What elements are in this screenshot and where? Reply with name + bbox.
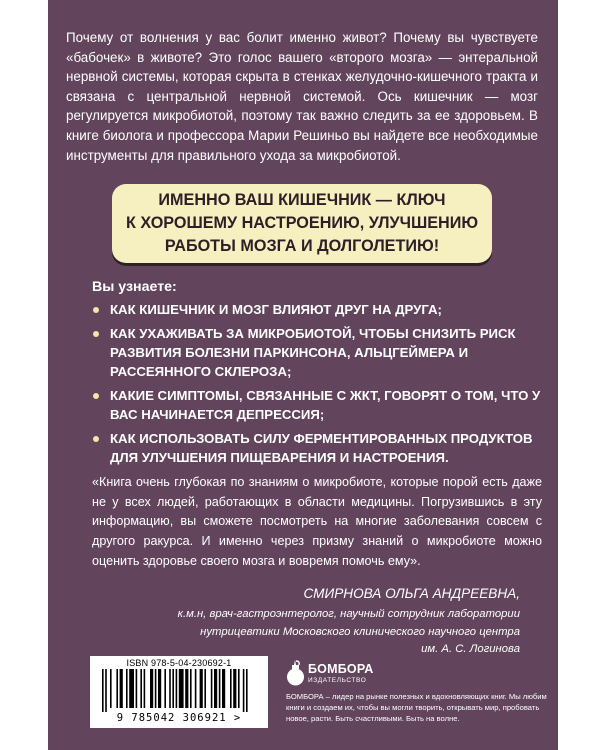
reviewer-title-line-1: к.м.н, врач-гастроэнтеролог, научный сотрудник лаборатории <box>177 608 520 620</box>
reviewer-name: СМИРНОВА ОЛЬГА АНДРЕЕВНА, <box>303 586 520 601</box>
learn-item-text: КАК УХАЖИВАТЬ ЗА МИКРОБИОТОЙ, ЧТОБЫ СНИЗИТЬ РИСК РАЗВИТИЯ БОЛЕЗНИ ПАРКИНСОНА, АЛЬЦГЕЙМЕРА И РАССЕЯННОГО СКЛЕРОЗА; <box>110 326 516 379</box>
learn-section <box>92 277 542 472</box>
book-back-cover <box>48 0 558 750</box>
bomb-icon <box>286 660 306 688</box>
publisher-logo <box>286 658 374 690</box>
isbn-number: ISBN 978-5-04-230692-1 <box>126 658 232 668</box>
review-quote: «Книга очень глубокая по знаниям о микробиоте, которые порой есть даже не у всех людей, работающих в области медицины. Погрузившись в эту информацию, вы сможете посмотреть на многие заболевания совсем с другого ракурса. И именно через призму знаний о микробиоте можно оценить здоровье своего мозга и вовремя помочь ему». <box>92 475 542 568</box>
learn-item <box>92 300 542 319</box>
highlight-line-1: ИМЕННО ВАШ КИШЕЧНИК — КЛЮЧ <box>158 191 446 209</box>
intro-paragraph: Почему от волнения у вас болит именно живот? Почему вы чувствуете «бабочек» в животе? Это голос вашего «второго мозга» — энтеральной нервной системы, которая скрыта в стенках желудочно-кишечного тракта и связана с центральной нервной системой. Ось кишечник — мозг регулируется микробиотой, поэтому так важно следить за ее здоровьем. В книге биолога и профессора Марии Решиньо вы найдете все необходимые инструменты для правильного ухода за микробиотой. <box>66 30 538 163</box>
review-signature <box>80 584 520 659</box>
learn-item-text: КАК КИШЕЧНИК И МОЗГ ВЛИЯЮТ ДРУГ НА ДРУГА; <box>110 302 442 317</box>
learn-item <box>92 386 542 424</box>
learn-item <box>92 324 542 381</box>
highlight-box <box>112 184 492 263</box>
learn-list <box>92 300 542 467</box>
reviewer-title-line-3: им. А. С. Логинова <box>421 643 520 655</box>
barcode-bars <box>96 669 262 712</box>
publisher-tagline: БОМБОРА – лидер на рынке полезных и вдохновляющих книг. Мы любим книги и создаем их, чтобы вы могли творить, открывать мир, пробовать новое, расти. Быть счастливыми. Быть на волне. <box>286 692 547 723</box>
learn-item <box>92 429 542 467</box>
learn-item-text: КАК ИСПОЛЬЗОВАТЬ СИЛУ ФЕРМЕНТИРОВАННЫХ ПРОДУКТОВ ДЛЯ УЛУЧШЕНИЯ ПИЩЕВАРЕНИЯ И НАСТРОЕНИЯ. <box>110 431 533 465</box>
publisher-logo-name: БОМБОРА <box>308 662 374 676</box>
bullet-icon <box>93 393 99 399</box>
reviewer-title-line-2: нутрицевтики Московского клинического научного центра <box>200 625 520 638</box>
highlight-line-2: К ХОРОШЕМУ НАСТРОЕНИЮ, УЛУЧШЕНИЮ <box>125 214 479 232</box>
isbn-barcode <box>90 656 268 728</box>
publisher-logo-subtitle: ИЗДАТЕЛЬСТВО <box>308 677 367 684</box>
barcode-digits: 9 785042 306921 > <box>116 712 242 724</box>
learn-heading: Вы узнаете: <box>92 279 177 295</box>
bullet-icon <box>93 331 99 337</box>
highlight-line-3: РАБОТЫ МОЗГА И ДОЛГОЛЕТИЮ! <box>164 237 440 255</box>
learn-item-text: КАКИЕ СИМПТОМЫ, СВЯЗАННЫЕ С ЖКТ, ГОВОРЯТ О ТОМ, ЧТО У ВАС НАЧИНАЕТСЯ ДЕПРЕССИЯ; <box>110 388 541 422</box>
bullet-icon <box>93 436 99 442</box>
bullet-icon <box>93 307 99 313</box>
